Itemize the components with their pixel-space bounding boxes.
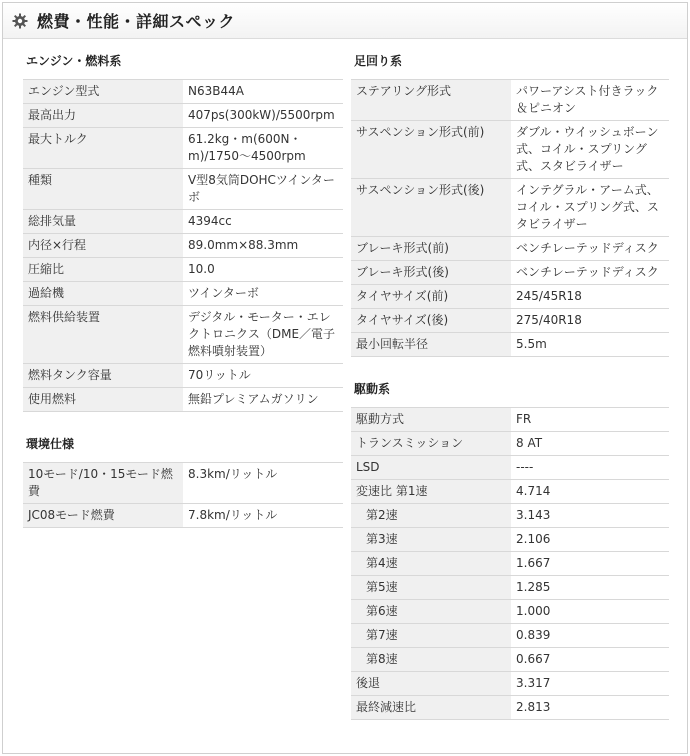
chassis-spec-table [351,79,669,357]
spec-row [351,672,669,696]
spec-label: 最大トルク [23,128,183,169]
spec-row [351,285,669,309]
spec-label: 第5速 [351,576,511,600]
spec-value: ダブル・ウイッシュボーン式、コイル・スプリング式、スタビライザー [511,121,669,179]
section-title-environment: 環境仕様 [26,437,75,451]
spec-value: 4.714 [511,480,669,504]
spec-label: 駆動方式 [351,408,511,432]
spec-row [23,104,343,128]
spec-row [351,432,669,456]
spec-value: 3.317 [511,672,669,696]
spec-row [23,463,343,504]
spec-row [23,128,343,169]
spec-value: 89.0mm×88.3mm [183,234,343,258]
spec-label: サスペンション形式(前) [351,121,511,179]
spec-row [23,364,343,388]
spec-label: トランスミッション [351,432,511,456]
spec-value: ベンチレーテッドディスク [511,261,669,285]
spec-value: 2.813 [511,696,669,720]
right-column [351,51,669,720]
spec-row [351,648,669,672]
spec-value: V型8気筒DOHCツインターボ [183,169,343,210]
spec-label: JC08モード燃費 [23,504,183,528]
spec-label: 第7速 [351,624,511,648]
spec-label: エンジン型式 [23,80,183,104]
spec-row [23,169,343,210]
spec-row [351,121,669,179]
spec-label: タイヤサイズ(後) [351,309,511,333]
spec-value: 70リットル [183,364,343,388]
spec-row [351,80,669,121]
spec-value: 無鉛プレミアムガソリン [183,388,343,412]
spec-value: 8 AT [511,432,669,456]
spec-label: 第4速 [351,552,511,576]
spec-value: 407ps(300kW)/5500rpm [183,104,343,128]
spec-row [351,624,669,648]
spec-label: 第3速 [351,528,511,552]
spec-label: ブレーキ形式(前) [351,237,511,261]
spec-label: 10モード/10・15モード燃費 [23,463,183,504]
spec-value: インテグラル・アーム式、コイル・スプリング式、スタビライザー [511,179,669,237]
spec-panel [2,2,688,754]
spec-value: 2.106 [511,528,669,552]
spec-value: N63B44A [183,80,343,104]
spec-label: LSD [351,456,511,480]
spec-row [351,237,669,261]
spec-label: 第8速 [351,648,511,672]
spec-row [23,258,343,282]
spec-value: パワーアシスト付きラック＆ピニオン [511,80,669,121]
gear-icon [11,12,29,30]
spec-row [351,528,669,552]
spec-value: 0.667 [511,648,669,672]
spec-value: デジタル・モーター・エレクトロニクス（DME／電子燃料噴射装置） [183,306,343,364]
spec-row [351,480,669,504]
spec-row [23,210,343,234]
spec-value: 5.5m [511,333,669,357]
spec-row [23,388,343,412]
spec-label: ブレーキ形式(後) [351,261,511,285]
spec-row [23,234,343,258]
spec-row [351,179,669,237]
spec-value: 1.667 [511,552,669,576]
spec-value: 245/45R18 [511,285,669,309]
spec-row [351,696,669,720]
spec-value: ツインターボ [183,282,343,306]
spec-value: 1.285 [511,576,669,600]
spec-value: 8.3km/リットル [183,463,343,504]
spec-label: 燃料供給装置 [23,306,183,364]
spec-value: 61.2kg・m(600N・m)/1750〜4500rpm [183,128,343,169]
spec-value: ベンチレーテッドディスク [511,237,669,261]
spec-row [351,576,669,600]
spec-label: 最高出力 [23,104,183,128]
spec-value: 10.0 [183,258,343,282]
spec-row [351,504,669,528]
spec-value: FR [511,408,669,432]
spec-label: タイヤサイズ(前) [351,285,511,309]
spec-label: 第2速 [351,504,511,528]
spec-row [351,408,669,432]
engine-spec-table [23,79,343,412]
spec-label: 第6速 [351,600,511,624]
section-title-chassis: 足回り系 [354,54,403,68]
spec-value: 4394cc [183,210,343,234]
spec-row [351,600,669,624]
spec-value: 1.000 [511,600,669,624]
panel-header [3,3,687,39]
spec-value: 0.839 [511,624,669,648]
environment-spec-table [23,462,343,528]
spec-label: 過給機 [23,282,183,306]
spec-row [23,306,343,364]
spec-value: 7.8km/リットル [183,504,343,528]
spec-row [351,333,669,357]
spec-row [23,282,343,306]
spec-label: 最小回転半径 [351,333,511,357]
spec-label: 使用燃料 [23,388,183,412]
spec-label: ステアリング形式 [351,80,511,121]
spec-value: 3.143 [511,504,669,528]
spec-label: サスペンション形式(後) [351,179,511,237]
spec-label: 種類 [23,169,183,210]
spec-row [351,456,669,480]
spec-value: 275/40R18 [511,309,669,333]
spec-label: 燃料タンク容量 [23,364,183,388]
spec-value: ---- [511,456,669,480]
left-column [23,51,343,528]
spec-label: 圧縮比 [23,258,183,282]
spec-row [351,261,669,285]
spec-label: 最終減速比 [351,696,511,720]
spec-row [351,552,669,576]
spec-label: 変速比 第1速 [351,480,511,504]
spec-label: 後退 [351,672,511,696]
spec-row [23,504,343,528]
section-title-drive: 駆動系 [354,382,391,396]
spec-label: 内径×行程 [23,234,183,258]
page-title: 燃費・性能・詳細スペック [37,12,236,31]
spec-row [23,80,343,104]
spec-row [351,309,669,333]
drive-spec-table [351,407,669,720]
spec-label: 総排気量 [23,210,183,234]
section-title-engine: エンジン・燃料系 [26,54,122,68]
